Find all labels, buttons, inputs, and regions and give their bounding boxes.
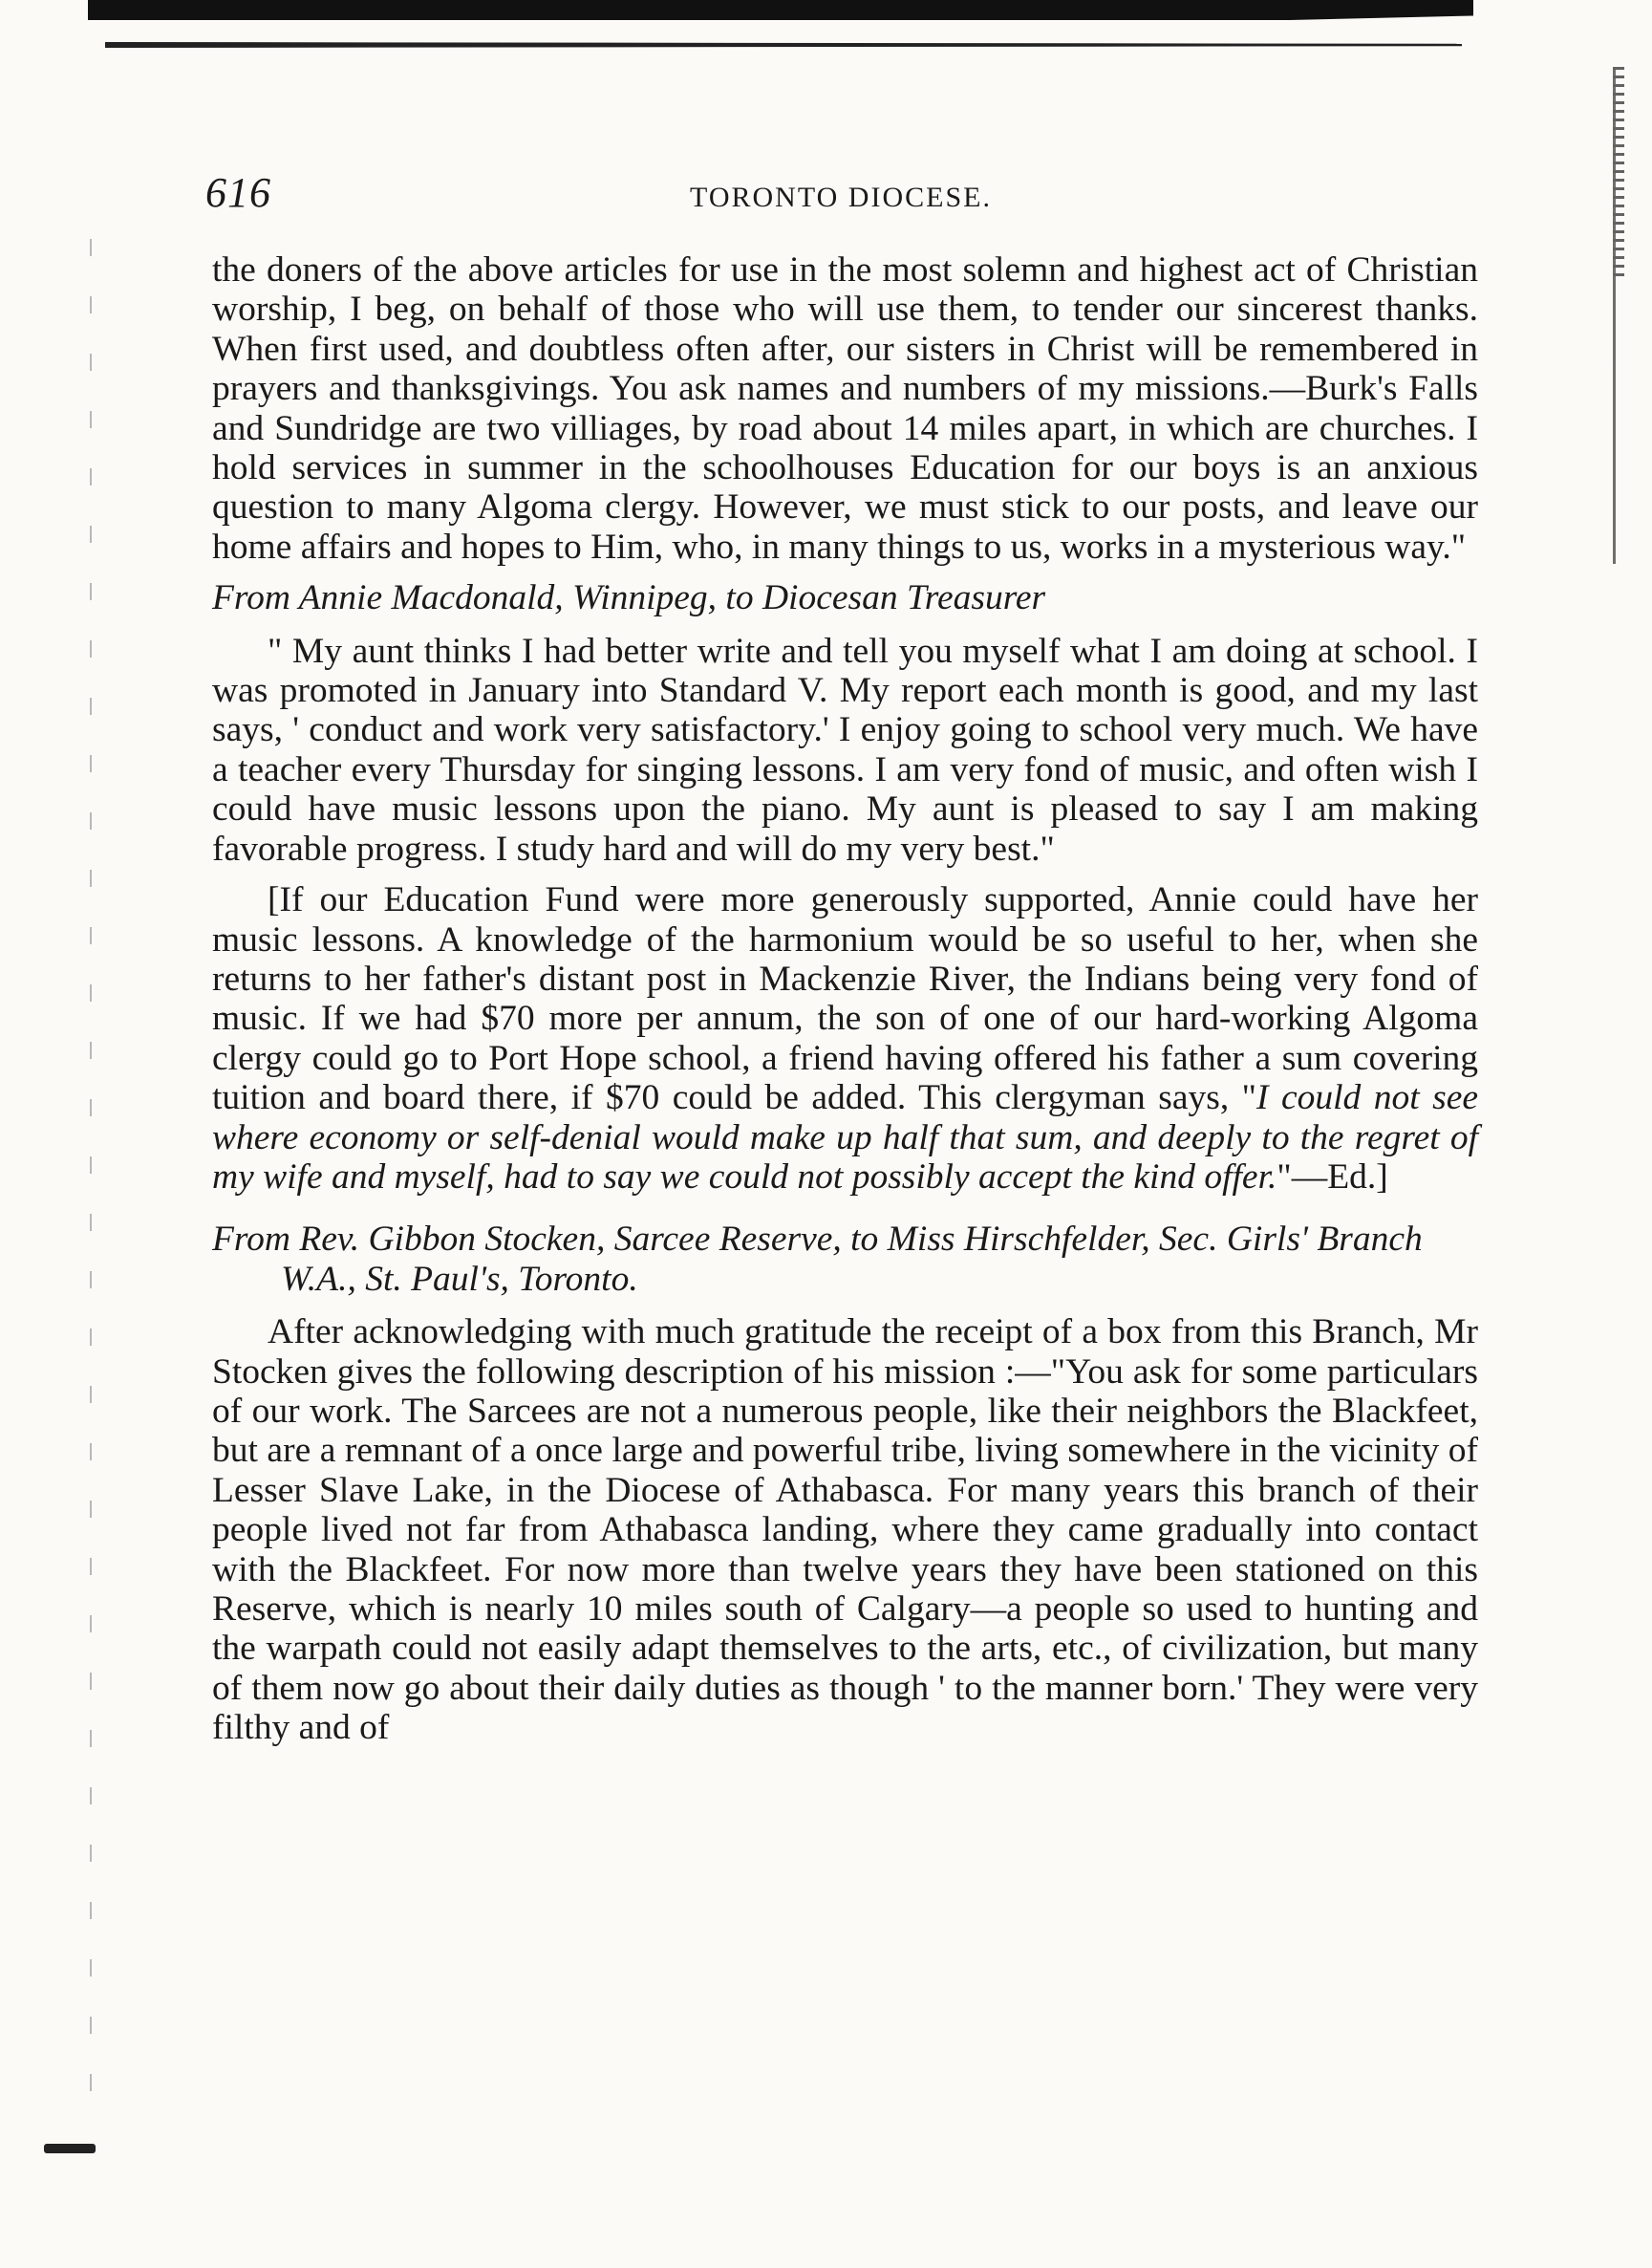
page-body xyxy=(212,250,1478,1748)
top-scan-rule xyxy=(88,0,1473,29)
top-thin-rule xyxy=(105,42,1462,48)
letter-heading-gibbon-stocken: From Rev. Gibbon Stocken, Sarcee Reserve, to Miss Hirschfelder, Sec. Girls' Branch W.A., St. Paul's, Toronto. xyxy=(212,1220,1423,1299)
editor-note-text: [If our Education Fund were more generously supported, Annie could have her music lessons. A knowledge of the harmonium would be so useful to her, when she returns to her father's distant post in Mackenzie River, the Indians being very fond of music. If we had $70 more per annum, the son of one of our hard-working Algoma clergy could go to Port Hope school, a friend having offered his father a sum covering tuition and board there, if $70 could be added. This clergyman says, " xyxy=(212,880,1478,1118)
paragraph-continued-letter: the doners of the above articles for use in the most solemn and highest act of Christian worship, I beg, on behalf of those who will use them, to tender our sincerest thanks. When first used, and doubtless often after, our sisters in Christ will be remembered in prayers and thanksgivings. You ask names and numbers of my missions.—Burk's Falls and Sundridge are two villiages, by road about 14 miles apart, in which are churches. I hold services in summer in the schoolhouses Education for our boys is an anxious question to many Algoma clergy. However, we must stick to our posts, and leave our home affairs and hopes to Him, who, in many things to us, works in a mysterious way." xyxy=(212,250,1478,567)
paragraph-annie-letter: " My aunt thinks I had better write and tell you myself what I am doing at school. I was promoted in January into Standard V. My report each month is good, and my last says, ' conduct and work very satisfactory.' I enjoy going to school very much. We have a teacher every Thursday for singing lessons. I am very fond of music, and often wish I could have music lessons upon the piano. My aunt is pleased to say I am making favorable progress. I study hard and will do my very best." xyxy=(212,631,1478,869)
running-head: TORONTO DIOCESE. xyxy=(690,182,992,213)
letter-heading-annie-macdonald: From Annie Macdonald, Winnipeg, to Diocesan Treasurer xyxy=(212,578,1046,618)
paragraph-editor-note xyxy=(212,880,1478,1197)
editor-note-signoff: "—Ed.] xyxy=(1277,1156,1388,1197)
paragraph-stocken-letter: After acknowledging with much gratitude the receipt of a box from this Branch, Mr Stocken gives the following description of his mission :—"You ask for some particulars of our work. The Sarcees are not a numerous people, like their neighbors the Blackfeet, but are a remnant of a once large and powerful tribe, living somewhere in the vicinity of Lesser Slave Lake, in the Diocese of Athabasca. For many years this branch of their people lived not far from Athabasca landing, where they came gradually into contact with the Blackfeet. For now more than twelve years they have been stationed on this Reserve, which is nearly 10 miles south of Calgary—a people so used to hunting and the warpath could not easily adapt themselves to the arts, etc., of civilization, but many of them now go about their daily duties as though ' to the manner born.' They were very filthy and of xyxy=(212,1312,1478,1748)
editor-note-quote: I could not see where economy or self-denial would make up half that sum, and deeply to the regret of my wife and myself, had to say we could not possibly accept the kind offer. xyxy=(212,1078,1478,1197)
left-margin-scan-marks xyxy=(90,239,92,2131)
page-number: 616 xyxy=(205,169,271,216)
right-margin-scan-marks xyxy=(1613,67,1629,564)
page-header xyxy=(205,168,1476,235)
bottom-margin-smudge xyxy=(44,2144,96,2153)
